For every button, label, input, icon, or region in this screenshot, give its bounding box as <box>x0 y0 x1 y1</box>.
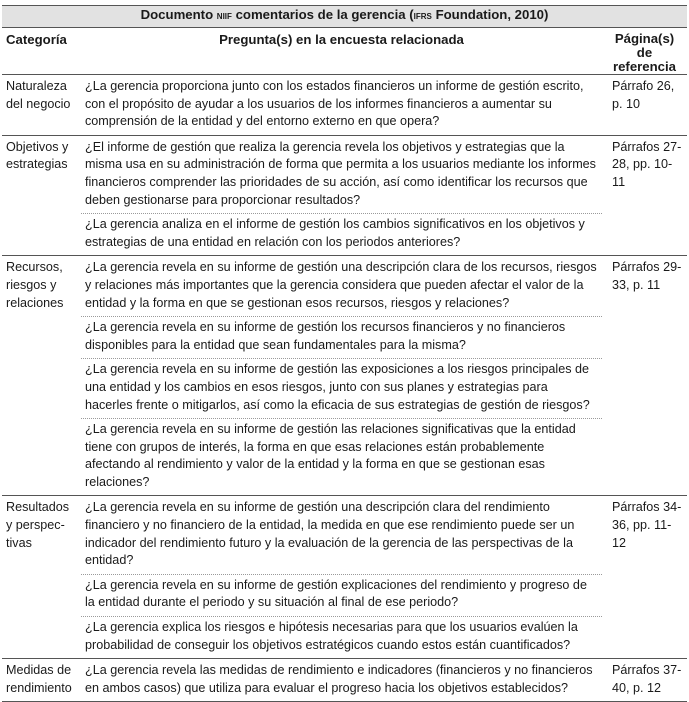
question-cell: ¿La gerencia proporciona junto con los estados financieros un informe de gestión escrito, con el propósito de ayudar a los usuarios de los informes financieros a aumentar su comprensión de la entidad y del entorno externo en que opera? <box>81 75 602 136</box>
table-row <box>2 256 687 317</box>
table-title: Documento niif comentarios de la gerencia (ifrs Foundation, 2010) <box>2 6 687 28</box>
header-category: Categoría <box>2 28 81 75</box>
category-cell: Resultados y perspec- tivas <box>2 496 81 659</box>
question-cell: ¿El informe de gestión que realiza la gerencia revela los objetivos y estrategias que la misma usa en su administración de forma que permita a los usuarios mediante los informes financieros comprender las prioridades de su acción, así como identificar los recursos que deben gestionarse para proporcionar resultados? <box>85 139 596 207</box>
reference-cell: Párrafos 27- 28, pp. 10-11 <box>602 135 687 256</box>
category-cell: Naturaleza del negocio <box>2 75 81 136</box>
table-row <box>2 317 687 359</box>
category-cell: Medidas de rendimiento <box>2 659 81 702</box>
question-cell: ¿La gerencia explica los riesgos e hipótesis necesarias para que los usuarios evalúen la probabilidad de conseguir los objetivos estratégicos cuando estos están cuantificados? <box>81 617 602 659</box>
question-cell: ¿La gerencia revela las medidas de rendimiento e indicadores (financieros y no financieros en ambos casos) que utiliza para evaluar el progreso hacia los objetivos establecidos? <box>81 659 602 702</box>
table-row <box>2 617 687 659</box>
category-cell: Objetivos y estrategias <box>2 135 81 256</box>
header-reference: Página(s) de referencia <box>602 28 687 75</box>
table-row <box>2 359 687 419</box>
table-row <box>2 496 687 574</box>
management-commentary-table <box>2 5 687 702</box>
reference-cell: Párrafos 37- 40, p. 12 <box>602 659 687 702</box>
table-row <box>2 135 687 213</box>
header-question: Pregunta(s) en la encuesta relacionada <box>81 28 602 75</box>
question-cell: ¿La gerencia revela en su informe de gestión una descripción clara del rendimiento financiero y no financiero de la entidad, la medida en que ese rendimiento puede ser un indicador del rendimiento futuro y la evaluación de la gerencia de las perspectivas de la entidad? <box>85 500 575 568</box>
reference-cell: Párrafos 29- 33, p. 11 <box>602 256 687 496</box>
reference-cell: Párrafo 26, p. 10 <box>602 75 687 136</box>
reference-cell: Párrafos 34- 36, pp. 11-12 <box>602 496 687 659</box>
question-cell: ¿La gerencia revela en su informe de gestión explicaciones del rendimiento y progreso de la entidad durante el periodo y su situación al final de ese periodo? <box>81 574 602 616</box>
category-cell: Recursos, riesgos y relaciones <box>2 256 81 496</box>
table-row <box>2 75 687 136</box>
question-cell: ¿La gerencia revela en su informe de gestión los recursos financieros y no financieros disponibles para la entidad que sean fundamentales para la misma? <box>81 317 602 359</box>
table-row <box>2 659 687 702</box>
table-row <box>2 214 687 256</box>
question-cell: ¿La gerencia revela en su informe de gestión las relaciones significativas que la entidad tiene con grupos de interés, la forma en que esas relaciones están probablemente afectando al rendimiento y valor de la entidad y la forma en que se gestionan esas relaciones? <box>81 419 602 496</box>
question-cell: ¿La gerencia analiza en el informe de gestión los cambios significativos en los objetivos y estrategias de una entidad en relación con los periodos anteriores? <box>81 214 602 256</box>
table-row <box>2 419 687 496</box>
question-cell: ¿La gerencia revela en su informe de gestión una descripción clara de los recursos, riesgos y relaciones más importantes que la gerencia considera que pueden afectar el valor de la entidad y la forma en que se gestionan esos recursos, riesgos y relaciones? <box>85 260 597 310</box>
table-row <box>2 574 687 616</box>
question-cell: ¿La gerencia revela en su informe de gestión las exposiciones a los riesgos principales de una entidad y los cambios en esos riesgos, junto con sus planes y estrategias para hacerles frente o mitigarlos, así como la eficacia de sus estrategias de gestión de riesgos? <box>81 359 602 419</box>
